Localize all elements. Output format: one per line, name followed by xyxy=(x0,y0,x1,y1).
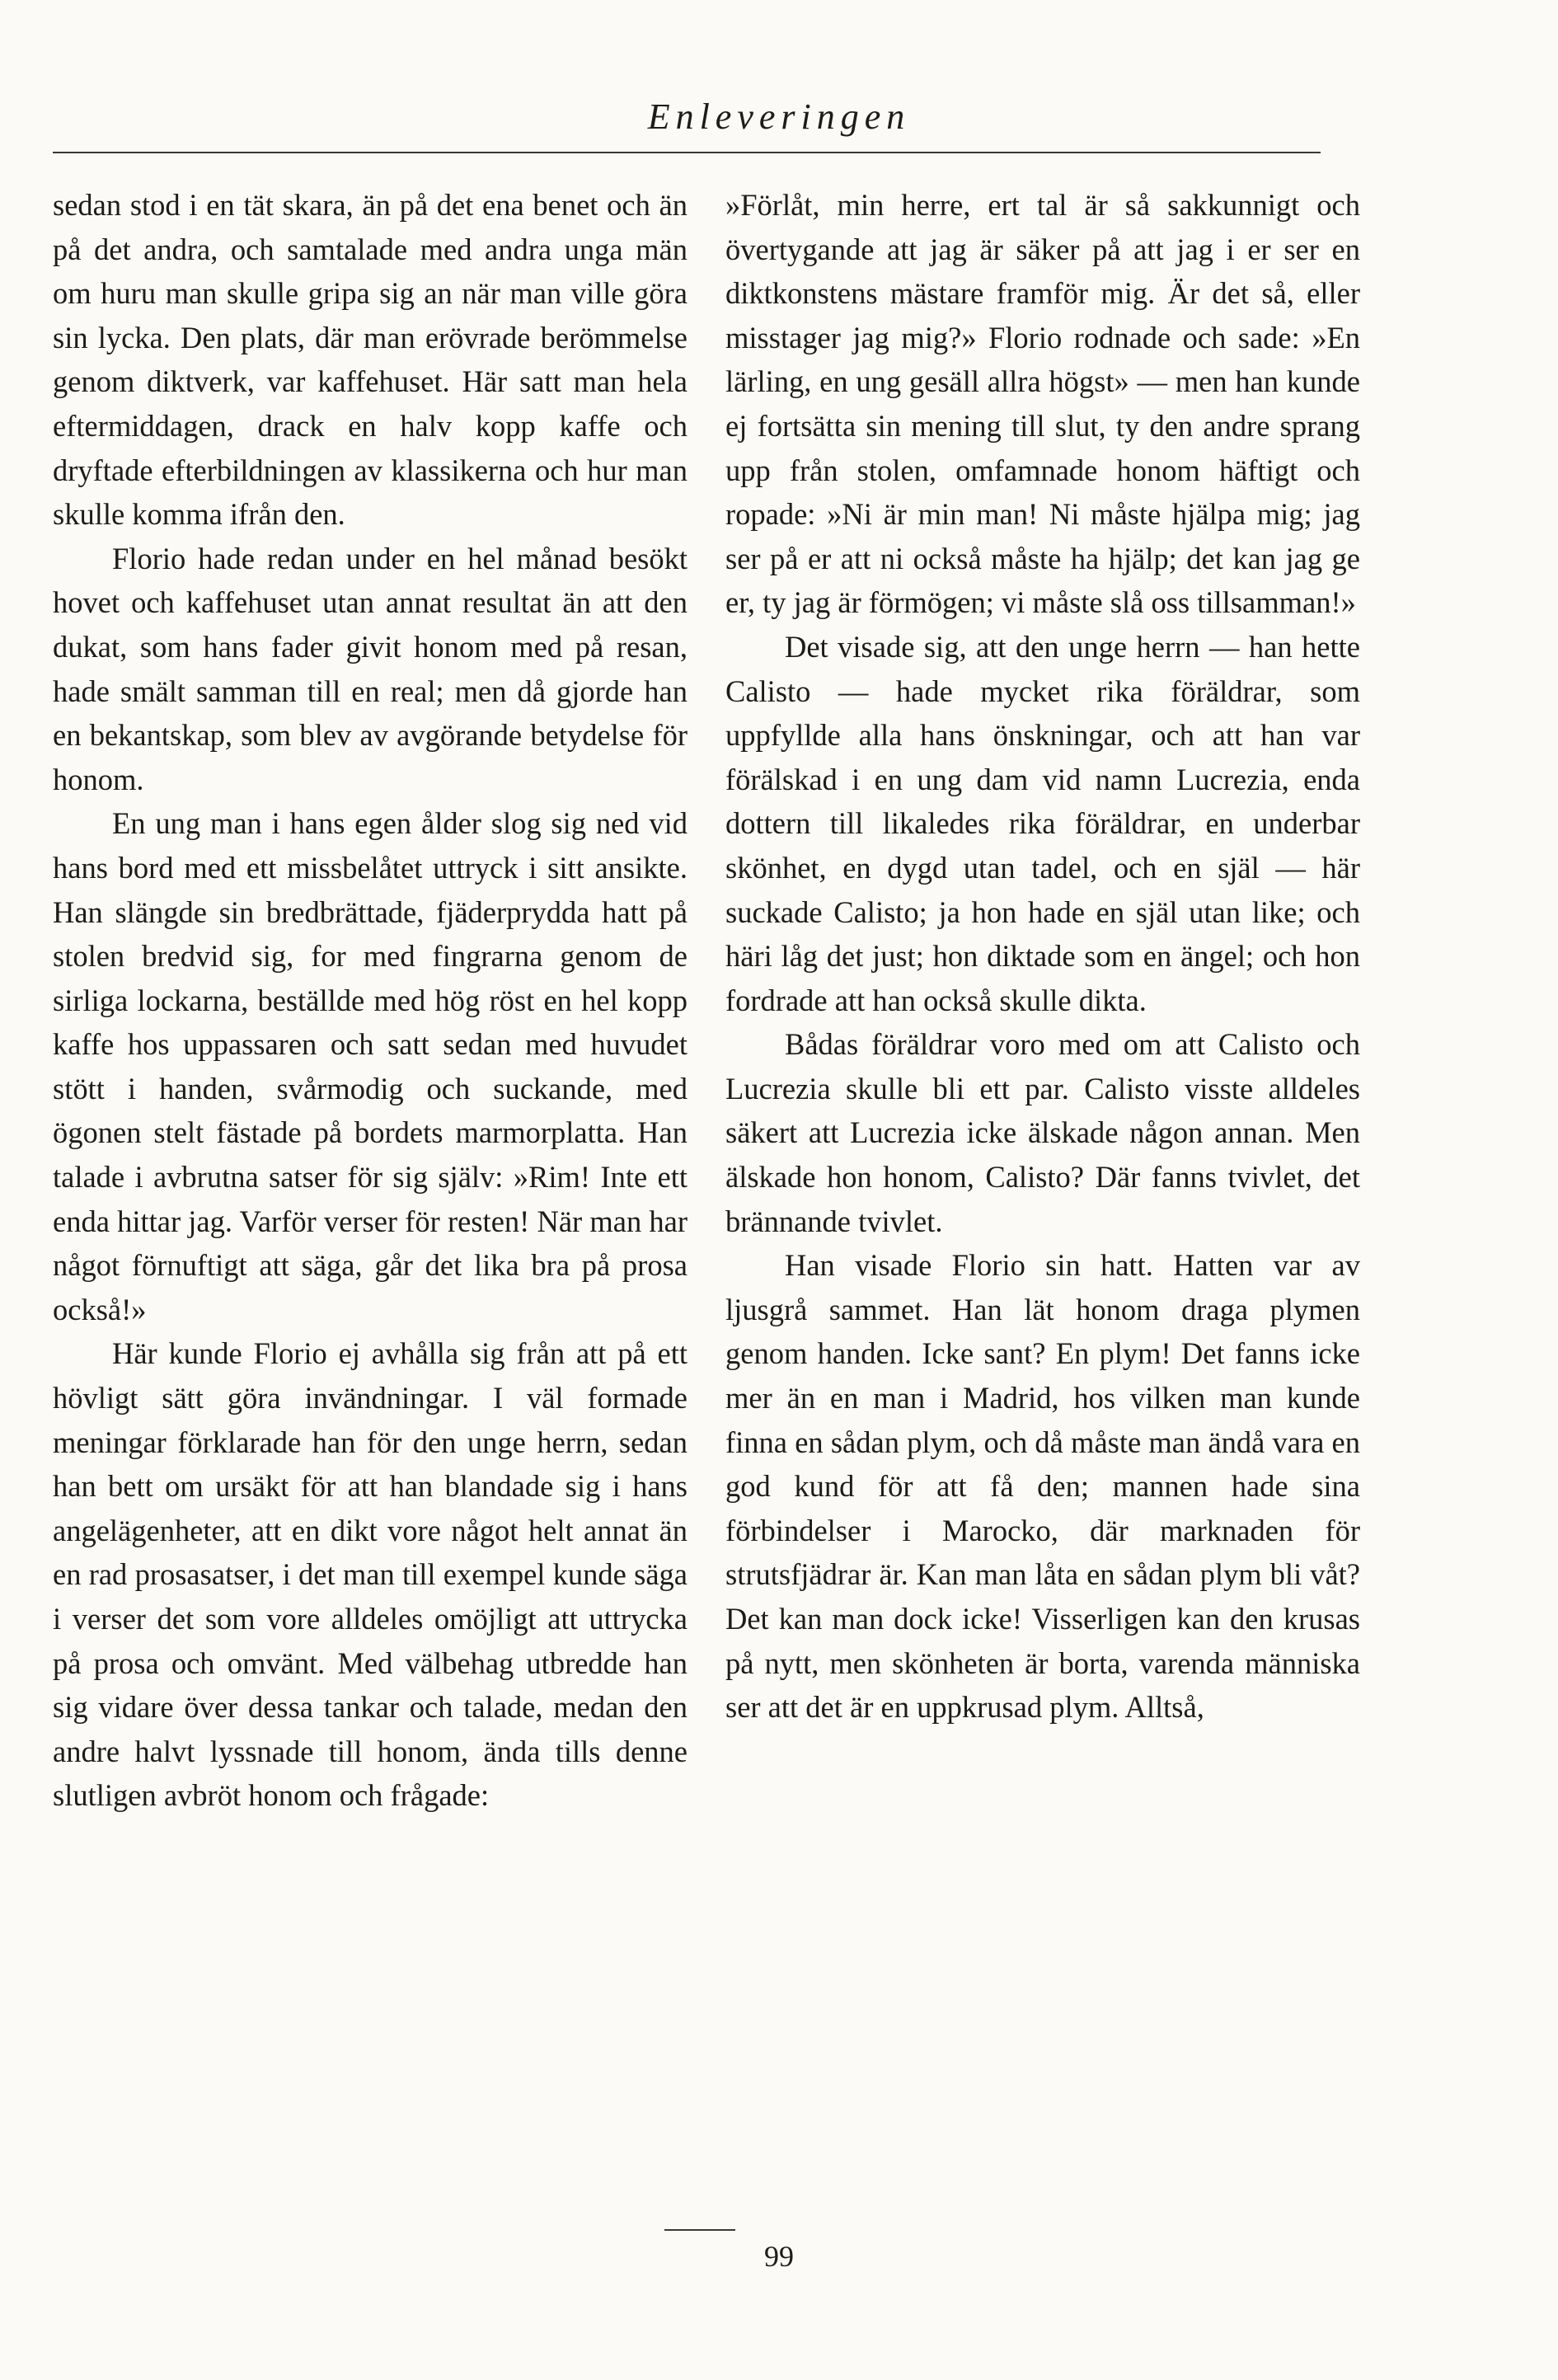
folio-rule xyxy=(664,2229,735,2231)
left-column xyxy=(53,183,687,1818)
paragraph: Bådas föräldrar voro med om att Calisto och Lucrezia skulle bli ett par. Calisto visste alldeles säkert att Lucrezia icke älskade någon annan. Men älskade hon honom, Calisto? Där fanns tvivlet, det brännande tvivlet. xyxy=(725,1027,1360,1238)
paragraph: En ung man i hans egen ålder slog sig ned vid hans bord med ett missbelåtet uttryck i sitt ansikte. Han slängde sin bredbrättade, fjäderprydda hatt på stolen bredvid sig, for med fingrarna genom de sirliga lockarna, beställde med hög röst en hel kopp kaffe hos uppassaren och satt sedan med huvudet stött i handen, svårmodig och suckande, med ögonen stelt fästade på bordets marmorplatta. Han talade i avbrutna satser för sig själv: »Rim! Inte ett enda hittar jag. Varför verser för resten! När man har något förnuftigt att säga, går det lika bra på prosa också!» xyxy=(53,806,687,1326)
paragraph: Han visade Florio sin hatt. Hatten var av ljusgrå sammet. Han lät honom draga plymen genom handen. Icke sant? En plym! Det fanns icke mer än en man i Madrid, hos vilken man kunde finna en sådan plym, och då måste man ändå vara en god kund för att få den; mannen hade sina förbindelser i Marocko, där marknaden för strutsfjädrar är. Kan man låta en sådan plym bli våt? Det kan man dock icke! Visserligen kan den krusas på nytt, men skönheten är borta, varenda människa ser att det är en uppkrusad plym. Alltså, xyxy=(725,1248,1360,1725)
running-title: Enleveringen xyxy=(647,96,911,137)
paragraph: »Förlåt, min herre, ert tal är så sakkunnigt och övertygande att jag är säker på att jag i er ser en diktkonstens mästare framför mig. Är det så, eller misstager jag mig?» Florio rodnade och sade: »En lärling, en ung gesäll allra högst» — men han kunde ej fortsätta sin mening till slut, ty den andre sprang upp från stolen, omfamnade honom häftigt och ropade: »Ni är min man! Ni måste hjälpa mig; jag ser på er att ni också måste ha hjälp; det kan jag ge er, ty jag är förmögen; vi måste slå oss tillsamman!» xyxy=(725,188,1360,620)
header-rule xyxy=(53,152,1321,153)
right-column xyxy=(725,183,1360,1730)
page-number: 99 xyxy=(764,2240,794,2273)
paragraph: Det visade sig, att den unge herrn — han hette Calisto — hade mycket rika föräldrar, som uppfyllde alla hans önskningar, och att han var förälskad i en ung dam vid namn Lucrezia, enda dottern till likaledes rika föräldrar, en underbar skönhet, en dygd utan tadel, och en själ — här suckade Calisto; ja hon hade en själ utan like; och häri låg det just; hon diktade som en ängel; och hon fordrade att han också skulle dikta. xyxy=(725,629,1360,1017)
paragraph: Florio hade redan under en hel månad besökt hovet och kaffehuset utan annat resultat än att den dukat, som hans fader givit honom med på resan, hade smält samman till en real; men då gjorde han en bekantskap, som blev av avgörande betydelse för honom. xyxy=(53,541,687,796)
paragraph: sedan stod i en tät skara, än på det ena benet och än på det andra, och samtalade med andra unga män om huru man skulle gripa sig an när man ville göra sin lycka. Den plats, där man erövrade berömmelse genom diktverk, var kaffehuset. Här satt man hela eftermiddagen, drack en halv kopp kaffe och dryftade efterbildningen av klassikerna och hur man skulle komma ifrån den. xyxy=(53,188,687,532)
paragraph: Här kunde Florio ej avhålla sig från att på ett hövligt sätt göra invändningar. I väl formade meningar förklarade han för den unge herrn, sedan han bett om ursäkt för att han blandade sig i hans angelägenheter, att en dikt vore något helt annat än en rad prosasatser, i det man till exempel kunde säga i verser det som vore alldeles omöjligt att uttrycka på prosa och omvänt. Med välbehag utbredde han sig vidare över dessa tankar och talade, medan den andre halvt lyssnade till honom, ända tills denne slutligen avbröt honom och frågade: xyxy=(53,1336,687,1813)
